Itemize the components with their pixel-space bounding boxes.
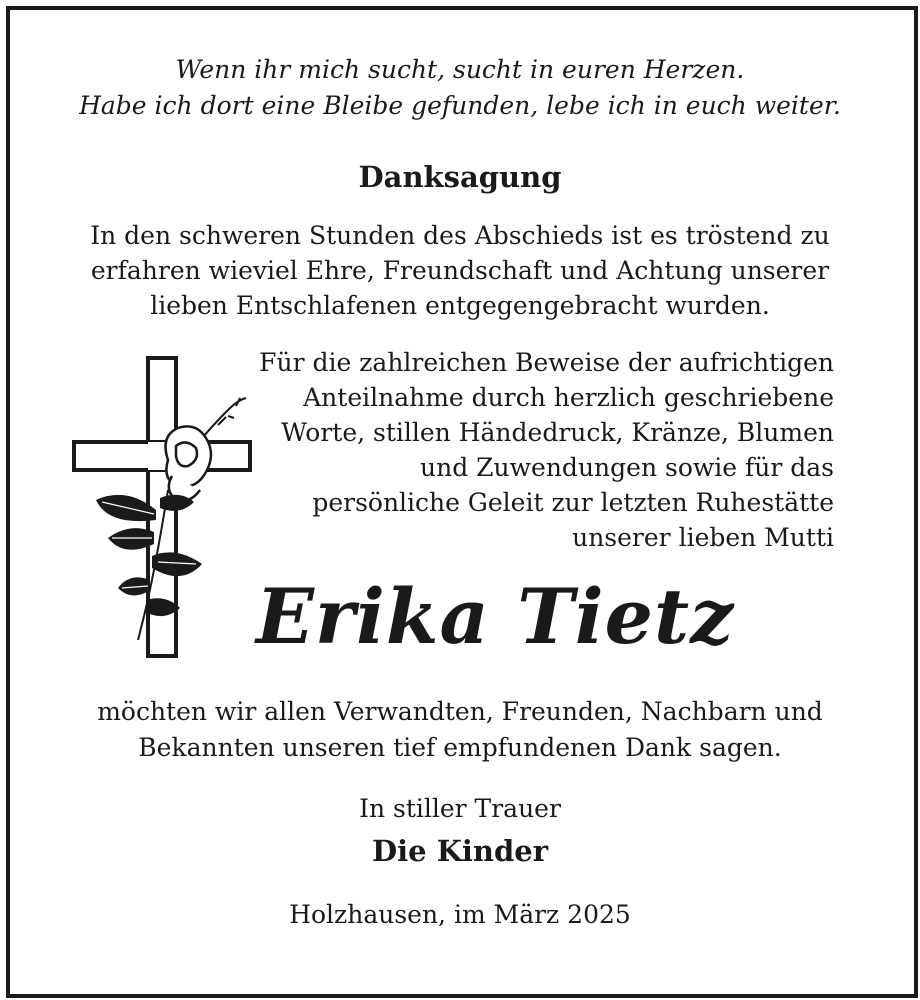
notice-heading: Danksagung — [358, 160, 562, 194]
thanks-line: Für die zahlreichen Beweise der aufrichtigen — [259, 348, 834, 377]
intro-line: lieben Entschlafenen entgegengebracht wurden. — [150, 291, 770, 320]
closing-line: möchten wir allen Verwandten, Freunden, Nachbarn und — [97, 697, 823, 726]
place-date: Holzhausen, im März 2025 — [289, 900, 631, 929]
thanks-line: persönliche Geleit zur letzten Ruhestätte — [312, 488, 834, 517]
motto-line: Wenn ihr mich sucht, sucht in euren Herzen. — [175, 55, 745, 84]
intro-line: In den schweren Stunden des Abschieds ist es tröstend zu — [90, 221, 830, 250]
motto-quote — [0, 52, 920, 124]
thanks-line: und Zuwendungen sowie für das — [420, 453, 834, 482]
thanks-line: Anteilnahme durch herzlich geschriebene — [303, 383, 834, 412]
cross-with-rose-icon — [68, 350, 258, 660]
closing-line: Bekannten unseren tief empfundenen Dank sagen. — [138, 733, 782, 762]
mourning-label: In stiller Trauer — [359, 794, 561, 823]
thanks-paragraph — [259, 345, 834, 555]
closing-paragraph — [0, 694, 920, 766]
family-signature: Die Kinder — [371, 834, 549, 868]
deceased-name: Erika Tietz — [256, 572, 735, 661]
motto-line: Habe ich dort eine Bleibe gefunden, lebe ich in euch weiter. — [79, 91, 841, 120]
intro-paragraph — [0, 218, 920, 323]
thanks-line: unserer lieben Mutti — [572, 523, 834, 552]
thanks-line: Worte, stillen Händedruck, Kränze, Blumen — [281, 418, 834, 447]
intro-line: erfahren wieviel Ehre, Freundschaft und Achtung unserer — [90, 256, 830, 285]
